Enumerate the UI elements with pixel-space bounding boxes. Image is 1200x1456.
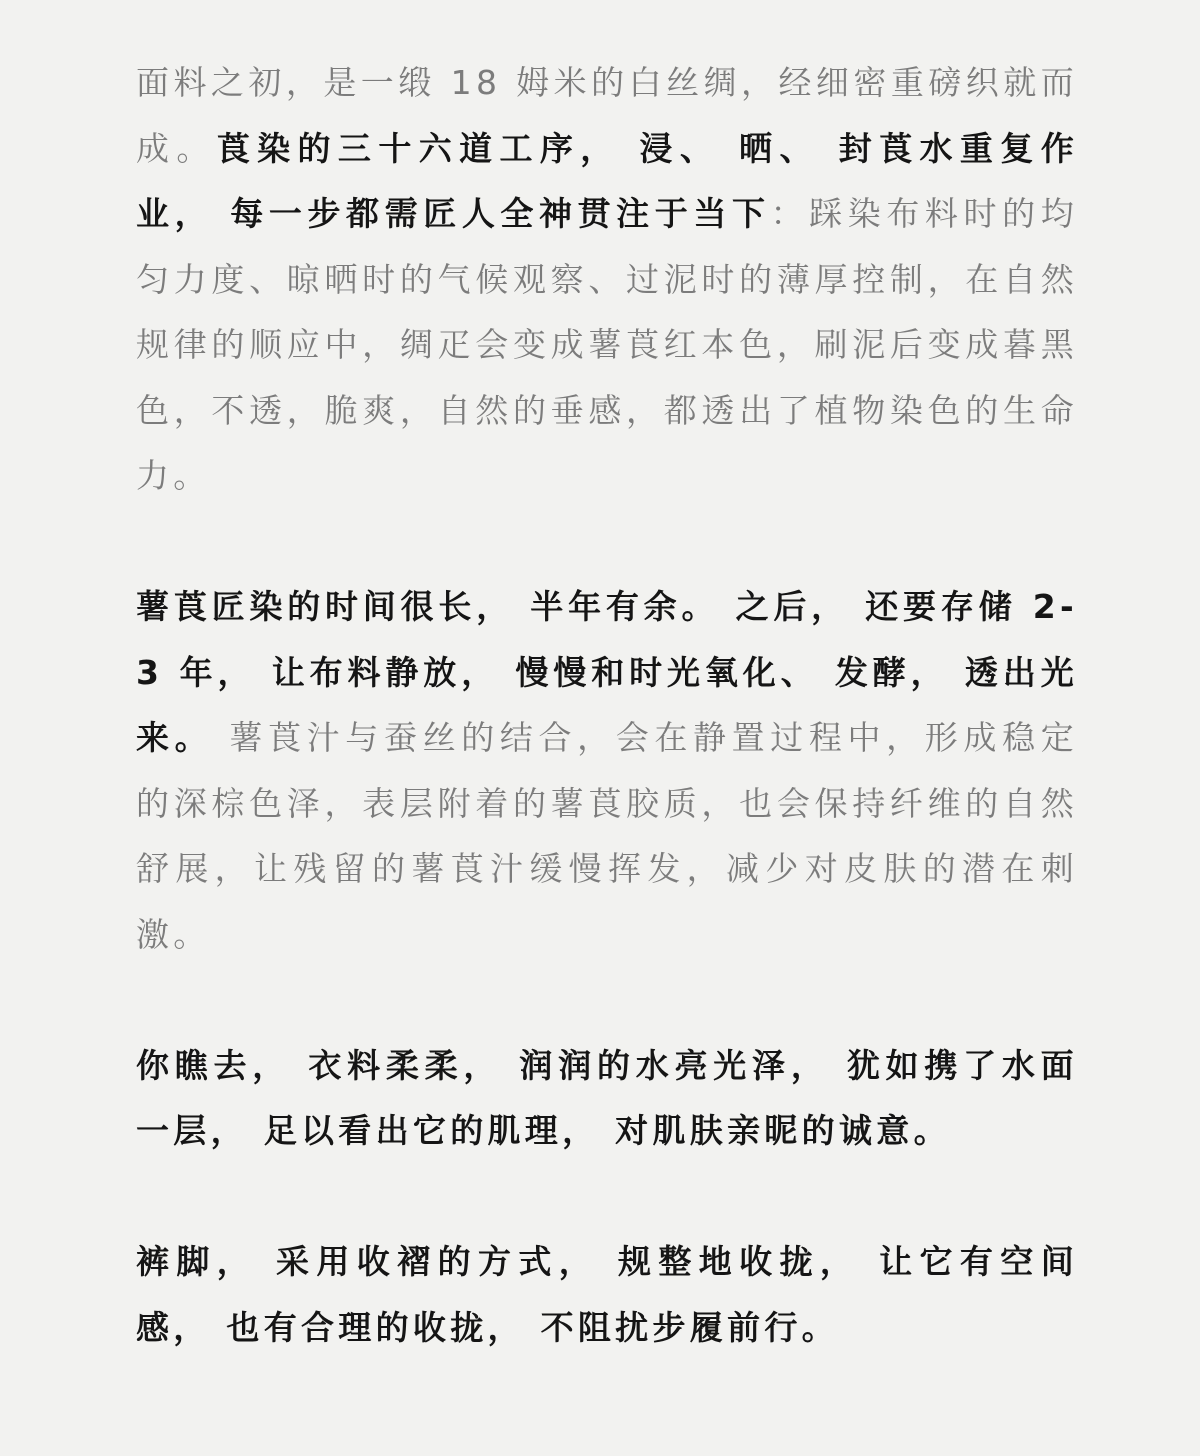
paragraph-emphasis: 裤脚， 采用收褶的方式， 规整地收拢， 让它有空间感， 也有合理的收拢， 不阻扰步履前行。 xyxy=(136,1242,1078,1347)
paragraph-emphasis: 你瞧去， 衣料柔柔， 润润的水亮光泽， 犹如携了水面一层， 足以看出它的肌理， 对肌肤亲昵的诚意。 xyxy=(136,1045,1078,1150)
paragraph-text: 面料之初，是一缎 18 姆米的白丝绸，经细密重磅织就而成。 xyxy=(136,63,1078,168)
paragraph-dyeing-time xyxy=(136,574,1078,967)
paragraph-text: 薯莨汁与蚕丝的结合，会在静置过程中，形成稳定的深棕色泽，表层附着的薯莨胶质，也会保持纤维的自然舒展，让残留的薯莨汁缓慢挥发，减少对皮肤的潜在刺激。 xyxy=(136,718,1079,954)
paragraph-fabric-origin xyxy=(136,50,1078,509)
paragraph-text: ：踩染布料时的均匀力度、晾晒时的气候观察、过泥时的薄厚控制，在自然规律的顺应中，绸疋会变成薯莨红本色，刷泥后变成暮黑色，不透，脆爽，自然的垂感，都透出了植物染色的生命力。 xyxy=(136,194,1078,495)
article-body xyxy=(136,50,1078,1360)
paragraph-emphasis: 莨染的三十六道工序， 浸、 晒、 封莨水重复作业， 每一步都需匠人全神贯注于当下 xyxy=(136,128,1078,233)
paragraph-luster xyxy=(136,1033,1078,1164)
paragraph-trouser-hem xyxy=(136,1229,1078,1360)
paragraph-emphasis: 薯莨匠染的时间很长， 半年有余。 之后， 还要存储 2-3 年， 让布料静放， 慢慢和时光氧化、 发酵， 透出光来。 xyxy=(136,587,1078,757)
